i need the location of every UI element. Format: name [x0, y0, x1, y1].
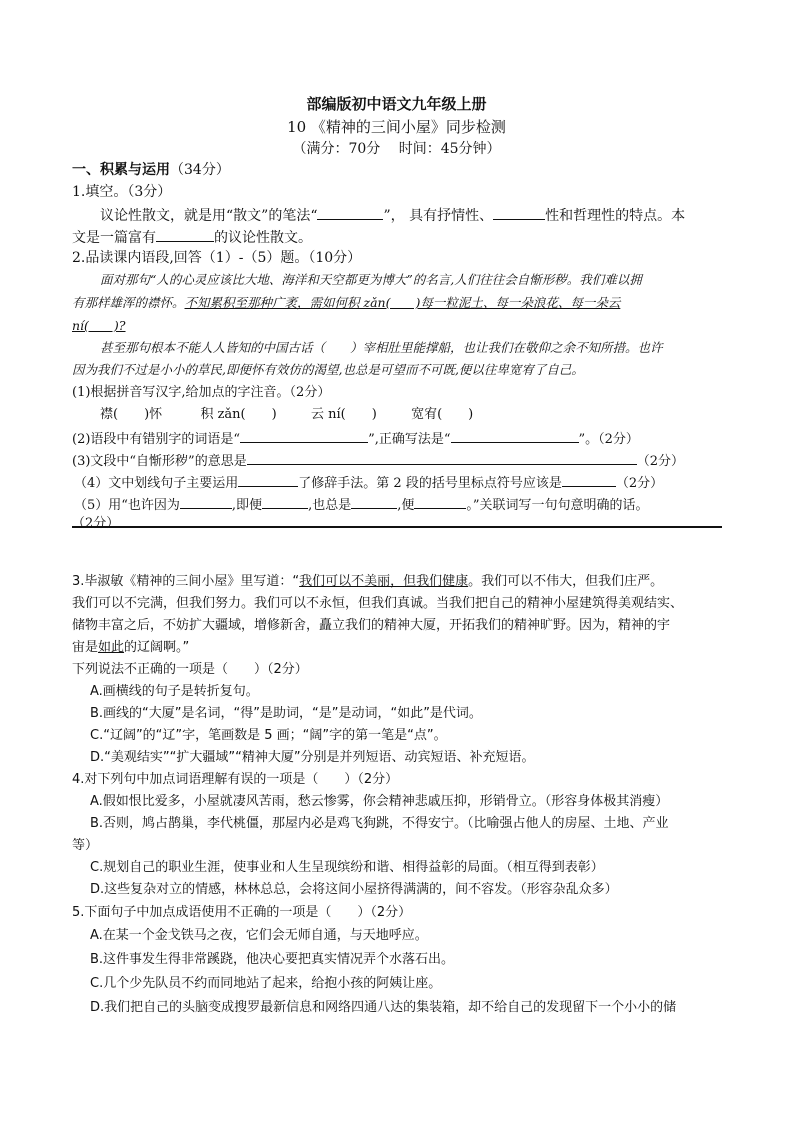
option-c[interactable]: C.规划自己的职业生涯，使事业和人生呈现缤纷和谐、相得益彰的局面。（相互得到表彰）	[90, 860, 604, 875]
passage-line: 有那样雄浑的襟怀。不知累积至那种广袤，需如何积 zǎn( )每一粒泥土、每一朵浪花、每一朵云	[72, 295, 621, 310]
answer-blank[interactable]	[240, 427, 368, 443]
subquestion-2: (2)语段中有错别字的词语是“ ”,正确写法是“ ”。（2分）	[72, 427, 639, 450]
option-d[interactable]: D.这些复杂对立的情感，林林总总，会将这间小屋挤得满满的，间不容发。（形容杂乱众多）	[90, 882, 618, 897]
underlined-sentence: 不知累积至那种广袤，需如何积 zǎn( )每一粒泥土、每一朵浪花、每一朵云	[184, 295, 621, 310]
question-5-stem: 5.下面句子中加点成语使用不正确的一项是（ ）（2分）	[72, 905, 412, 920]
item-you: 宽宥( )	[411, 407, 474, 422]
answer-blank[interactable]	[238, 471, 298, 487]
answer-blank[interactable]	[180, 493, 232, 509]
answer-blank[interactable]	[451, 427, 579, 443]
option-b[interactable]: B.否则，鸠占鹊巢，李代桃僵，那屋内必是鸡飞狗跳，不得安宁。（比喻强占他人的房屋、土地、产业	[90, 816, 669, 831]
option-b[interactable]: B.这件事发生得非常蹊跷，他决心要把真实情况弄个水落石出。	[90, 952, 455, 967]
question-2-stem: 2.品读课内语段,回答（1）-（5）题。（10分）	[72, 250, 362, 266]
question-3-line-1: 3.毕淑敏《精神的三间小屋》里写道：“我们可以不美丽，但我们健康。我们可以不伟大，但我们庄严。	[72, 574, 664, 589]
passage-line: 甚至那句根本不能人人皆知的中国古话（ ）宰相肚里能撑船，也让我们在敬仰之余不知所措。也许	[100, 340, 663, 355]
option-d[interactable]: D.“美观结实”“扩大疆域”“精神大厦”分别是并列短语、动宾短语、补充短语。	[90, 750, 535, 765]
option-b[interactable]: B.画线的“大厦”是名词，“得”是助词，“是”是动词，“如此”是代词。	[90, 706, 482, 721]
section-title: 一、积累与运用	[72, 162, 170, 178]
exam-meta: （满分：70分 时间：45分钟）	[292, 141, 501, 157]
passage-line: 因为我们不过是小小的草民,即便怀有效仿的渴望,也总是可望而不可既,便以往卑宽宥了自己。	[72, 362, 584, 377]
item-zan: 积 zǎn( )	[200, 407, 277, 422]
document-title: 部编版初中语文九年级上册	[306, 95, 487, 113]
item-ni: 云 ní( )	[310, 407, 377, 422]
question-1-line-2: 文是一篇富有 的议论性散文。	[72, 226, 312, 248]
option-a[interactable]: A.画横线的句子是转折复句。	[90, 684, 259, 699]
question-4-stem: 4.对下列句中加点词语理解有误的一项是（ ）（2分）	[72, 772, 399, 787]
section-score: （34分）	[170, 162, 230, 178]
option-c[interactable]: C.几个少先队员不约而同地站了起来，给抱小孩的阿姨让座。	[90, 976, 442, 991]
subquestion-3: (3)文段中“自惭形秽”的意思是 （2分）	[72, 449, 684, 472]
question-3-prompt: 下列说法不正确的一项是（ ）（2分）	[72, 662, 308, 677]
subquestion-5-score: （2分）	[72, 516, 120, 531]
answer-blank[interactable]	[351, 493, 397, 509]
question-3-line-3: 储物丰富之后，不妨扩大疆域，增修新舍，矗立我们的精神大厦，开拓我们的精神旷野。因为，精神的宇	[72, 618, 671, 633]
question-3-line-4: 宙是如此的辽阔啊。”	[72, 640, 190, 655]
answer-blank[interactable]	[317, 204, 383, 220]
underlined-sentence-end: ní( )?	[72, 318, 126, 333]
subquestion-1-items	[100, 405, 473, 425]
underlined-sentence: 我们可以不美丽，但我们健康	[299, 574, 469, 589]
answer-blank[interactable]	[262, 493, 308, 509]
option-b-continued: 等）	[72, 838, 99, 853]
subquestion-5: （5）用“也许因为 ,即便 ,也总是 ,便 。”关联词写一句句意明确的话。	[74, 493, 649, 516]
answer-blank[interactable]	[562, 471, 616, 487]
answer-blank[interactable]	[156, 226, 214, 242]
lesson-subtitle: 10 《精神的三间小屋》同步检测	[287, 118, 506, 136]
answer-blank[interactable]	[247, 449, 637, 465]
option-a[interactable]: A.假如恨比爱多，小屋就凄风苦雨，愁云惨雾，你会精神悲戚压抑，形销骨立。（形容身体极其消瘦）	[90, 794, 669, 809]
subquestion-4: （4）文中划线句子主要运用 了修辞手法。第 2 段的括号里标点符号应该是 （2分）	[74, 471, 663, 494]
subquestion-1: (1)根据拼音写汉字,给加点的字注音。（2分）	[72, 385, 331, 400]
section-divider	[72, 526, 722, 528]
section-heading	[72, 160, 230, 180]
option-c[interactable]: C.“辽阔”的“辽”字，笔画数是 5 画；“阔”字的第一笔是“点”。	[90, 728, 447, 743]
question-1-line-1: 议论性散文，就是用“散文”的笔法“ ”， 具有抒情性、 性和哲理性的特点。本	[100, 204, 685, 226]
option-a[interactable]: A.在某一个金戈铁马之夜，它们会无师自通，与天地呼应。	[90, 928, 428, 943]
answer-blank[interactable]	[414, 493, 466, 509]
passage-line: 面对那句“人的心灵应该比大地、海洋和天空都更为博大”的名言,人们往往会自惭形秽。我们难以拥	[100, 272, 642, 287]
item-jin: 襟( )怀	[100, 407, 163, 422]
answer-blank[interactable]	[493, 204, 545, 220]
question-3-line-2: 我们可以不完满，但我们努力。我们可以不永恒，但我们真诚。当我们把自己的精神小屋建筑得美观结实、	[72, 596, 684, 611]
underlined-word: 如此	[98, 640, 125, 655]
option-d[interactable]: D.我们把自己的头脑变成搜罗最新信息和网络四通八达的集装箱，却不给自己的发现留下一个小小的储	[90, 1000, 677, 1015]
question-1-stem: 1.填空。（3分）	[72, 184, 172, 200]
